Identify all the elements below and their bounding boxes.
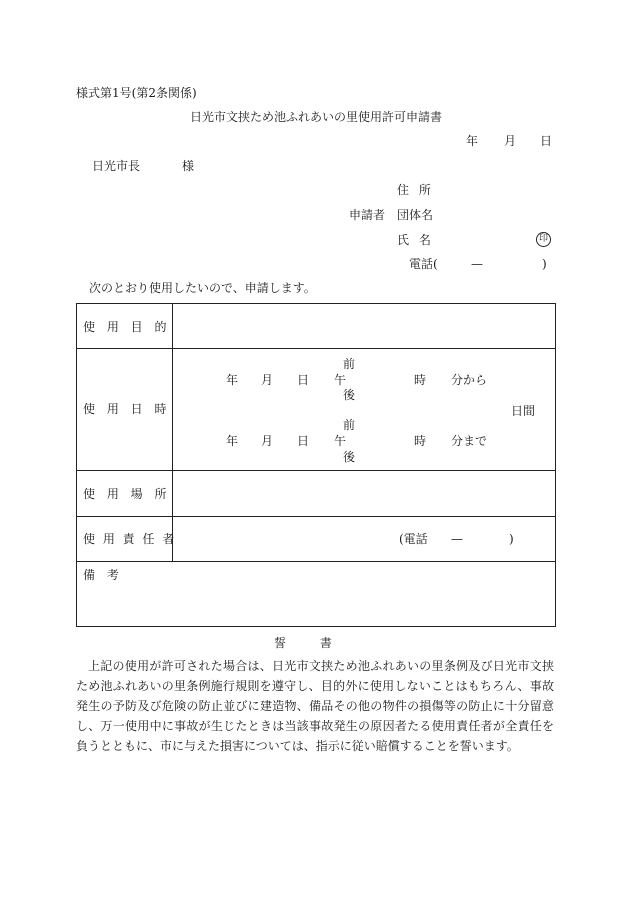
end-noon-label: 午 [334,434,347,448]
end-am-label: 前 [343,418,356,432]
oath-title: 誓 書 [274,636,332,650]
start-am-label: 前 [343,357,356,371]
start-hour-label: 時 [414,373,427,387]
date-month-label: 月 [504,134,517,148]
intro-text: 次のとおり使用したいので、申請します。 [89,281,316,295]
responsible-label: 使 用 責 任 者 [83,532,175,546]
addressee-honorific: 様 [182,159,195,173]
end-year-label: 年 [226,434,239,448]
addressee-name: 日光市長 [92,159,141,173]
responsible-phone-close: ) [509,532,514,546]
start-noon-label: 午 [334,373,347,387]
start-day-label: 日 [297,373,310,387]
row-divider [77,561,555,562]
end-pm-label: 後 [343,450,356,464]
place-label: 使 用 場 所 [83,487,167,501]
end-day-label: 日 [297,434,310,448]
date-year-label: 年 [466,134,479,148]
seal-mark: 印 [536,232,551,247]
responsible-phone-label: (電話 [399,532,428,546]
end-to-label: 分まで [451,434,488,448]
remarks-label: 備 考 [83,568,119,582]
date-day-label: 日 [540,134,553,148]
start-month-label: 月 [261,373,274,387]
name-label: 氏 名 [397,233,431,247]
address-label: 住 所 [397,183,431,197]
applicant-phone-dash: — [471,257,483,271]
responsible-phone-dash: — [451,532,463,546]
days-label: 日間 [511,404,536,418]
applicant-phone-close: ) [542,257,547,271]
applicant-role-label: 申請者 [349,208,386,222]
purpose-label: 使 用 目 的 [83,320,167,334]
group-name-label: 団体名 [397,208,434,222]
end-month-label: 月 [261,434,274,448]
start-pm-label: 後 [343,388,356,402]
applicant-phone-label: 電話( [409,257,438,271]
form-number: 様式第1号(第2条関係) [76,86,197,100]
column-divider [172,304,173,561]
document-title: 日光市文挟ため池ふれあいの里使用許可申請書 [190,110,443,124]
start-year-label: 年 [226,373,239,387]
datetime-label: 使 用 日 時 [83,402,167,416]
row-divider [77,348,555,349]
row-divider [77,516,555,517]
application-form-table [76,303,556,627]
end-hour-label: 時 [414,434,427,448]
start-from-label: 分から [451,373,488,387]
row-divider [77,470,555,471]
oath-body: 上記の使用が許可された場合は、日光市文挟ため池ふれあいの里条例及び日光市文挟ため池ふれあいの里条例施行規則を遵守し、目的外に使用しないことはもちろん、事故発生の予防及び危険の防止並びに建造物、備品その他の物件の損傷等の防止に十分留意し、万一使用中に事故が生じたときは当該事故発生の原因者たる使用責任者が全責任を負うとともに、市に与えた損害については、指示に従い賠償することを誓います。 [76,659,554,753]
